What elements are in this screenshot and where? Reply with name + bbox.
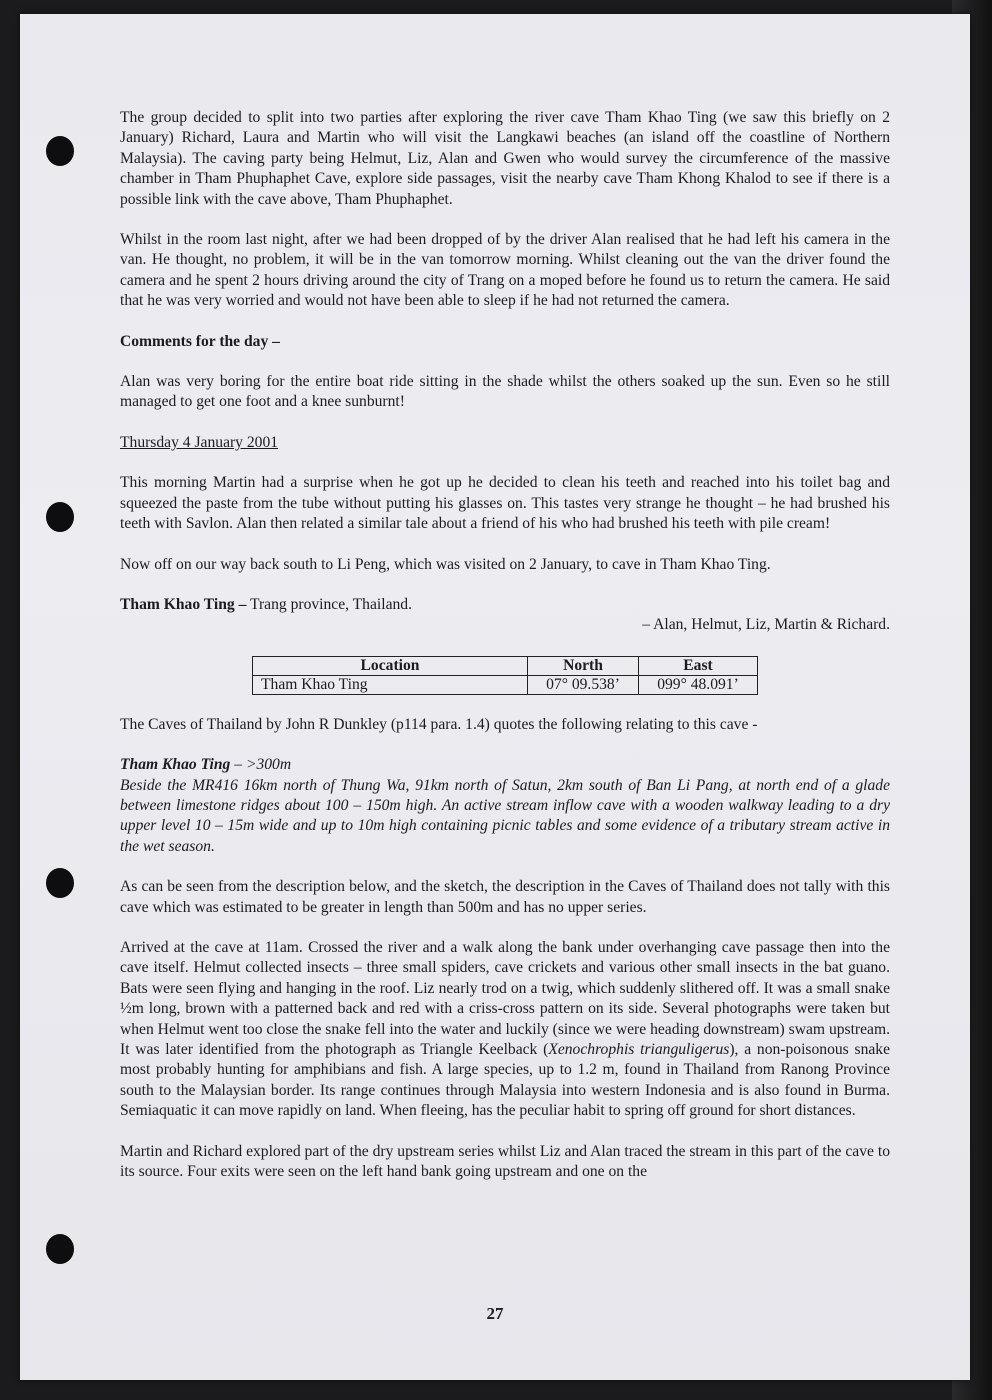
table-header-row [253, 656, 758, 675]
table-cell-north: 07° 09.538’ [528, 675, 639, 694]
arrival-text-a: Arrived at the cave at 11am. Crossed the river and a walk along the bank under overhanging cave passage then into the cave itself. Helmut collected insects – three small spiders, cave crickets and various other small insects in the bat guano. Bats were seen flying and hanging in the roof. Liz nearly trod on a twig, which suddenly slithered off. It was a small snake ½m long, brown with a patterned back and red with a criss-cross pattern on its side. Several photographs were taken but when Helmut went too close the snake fell into the water and luckily (since we were heading downstream) swam upstream. It was later identified from the photograph as Triangle Keelback ( [120, 938, 890, 1058]
page-number: 27 [486, 1304, 504, 1323]
paragraph-toothpaste: This morning Martin had a surprise when he got up he decided to clean his teeth and reached into his toilet bag and squeezed the paste from the tube without putting his glasses on. This tastes very strange he thought – he had brushed his teeth with Savlon. Alan then related a similar tale about a friend of his who had brushed his teeth with pile cream! [120, 474, 890, 533]
punch-hole [46, 502, 74, 532]
paragraph-description: As can be seen from the description below, and the sketch, the description in the Caves of Thailand does not tally with this cave which was estimated to be greater in length than 500m and has no upper series. [120, 878, 890, 916]
punch-hole [46, 868, 74, 898]
table-header-north: North [528, 656, 639, 675]
comments-heading: Comments for the day – [120, 332, 280, 350]
cave-title-name: Tham Khao Ting – [120, 595, 247, 613]
location-table [252, 656, 758, 695]
punch-hole [46, 136, 74, 166]
date-heading: Thursday 4 January 2001 [120, 433, 279, 451]
paragraph-camera: Whilst in the room last night, after we had been dropped of by the driver Alan realised that he had left his camera in the van. He thought, no problem, it will be in the van tomorrow morning. Whilst cleaning out the van the driver found the camera and he spent 2 hours driving around the city of Trang on a moped before he found us to return the camera. He said that he was very worried and would not have been able to sleep if he had not returned the camera. [120, 231, 890, 310]
cave-title [120, 595, 890, 615]
paragraph-reference: The Caves of Thailand by John R Dunkley (p114 para. 1.4) quotes the following relating to this cave - [120, 715, 758, 733]
paragraph-travel: Now off on our way back south to Li Peng, which was visited on 2 January, to cave in Tham Khao Ting. [120, 555, 771, 573]
quote-heading [120, 755, 890, 775]
punch-hole [46, 1234, 74, 1264]
cave-title-province: Trang province, Thailand. [246, 595, 412, 613]
document-page [20, 14, 970, 1380]
arrival-text-b: ), a non-poisonous snake most probably hunting for amphibians and fish. A large species, up to 1.2 m, found in Thailand from Ranong Province south to the Malaysian border. Its range continues through Malaysia into western Indonesia and is also found in Burma. Semiaquatic it can move rapidly on land. When fleeing, has the peculiar habit to spring off ground for short distances. [120, 1041, 891, 1120]
quote-body: Beside the MR416 16km north of Thung Wa, 91km north of Satun, 2km south of Ban Li Pang, at north end of a glade between limestone ridges about 100 – 150m high. An active stream inflow cave with a wooden walkway leading to a dry upper level 10 – 15m wide and up to 10m high containing picnic tables and some evidence of a tributary stream active in the wet season. [120, 776, 890, 855]
paragraph-party-split: The group decided to split into two parties after exploring the river cave Tham Khao Ting (we saw this briefly on 2 January) Richard, Laura and Martin who will visit the Langkawi beaches (an island off the coastline of Northern Malaysia). The caving party being Helmut, Liz, Alan and Gwen who would survey the circumference of the massive chamber in Tham Phuphaphet Cave, explore side passages, visit the nearby cave Tham Khong Khalod to see if there is a possible link with the cave above, Tham Phuphaphet. [120, 109, 890, 208]
authors-line: – Alan, Helmut, Liz, Martin & Richard. [642, 616, 890, 634]
paragraph-comments: Alan was very boring for the entire boat ride sitting in the shade whilst the others soaked up the sun. Even so he still managed to get one foot and a knee sunburnt! [120, 373, 890, 411]
paragraph-exploration: Martin and Richard explored part of the dry upstream series whilst Liz and Alan traced the stream in this part of the cave to its source. Four exits were seen on the left hand bank going upstream and one on the [120, 1142, 890, 1181]
quote-title: Tham Khao Ting [120, 756, 231, 774]
table-cell-location: Tham Khao Ting [253, 675, 528, 694]
table-header-location: Location [253, 656, 528, 675]
quote-length: – >300m [230, 756, 292, 774]
species-name: Xenochrophis trianguligerus [548, 1041, 730, 1058]
paragraph-arrival [120, 938, 890, 1122]
page-content [120, 108, 890, 1202]
table-header-east: East [639, 656, 758, 675]
table-row [253, 675, 758, 694]
table-cell-east: 099° 48.091’ [639, 675, 758, 694]
